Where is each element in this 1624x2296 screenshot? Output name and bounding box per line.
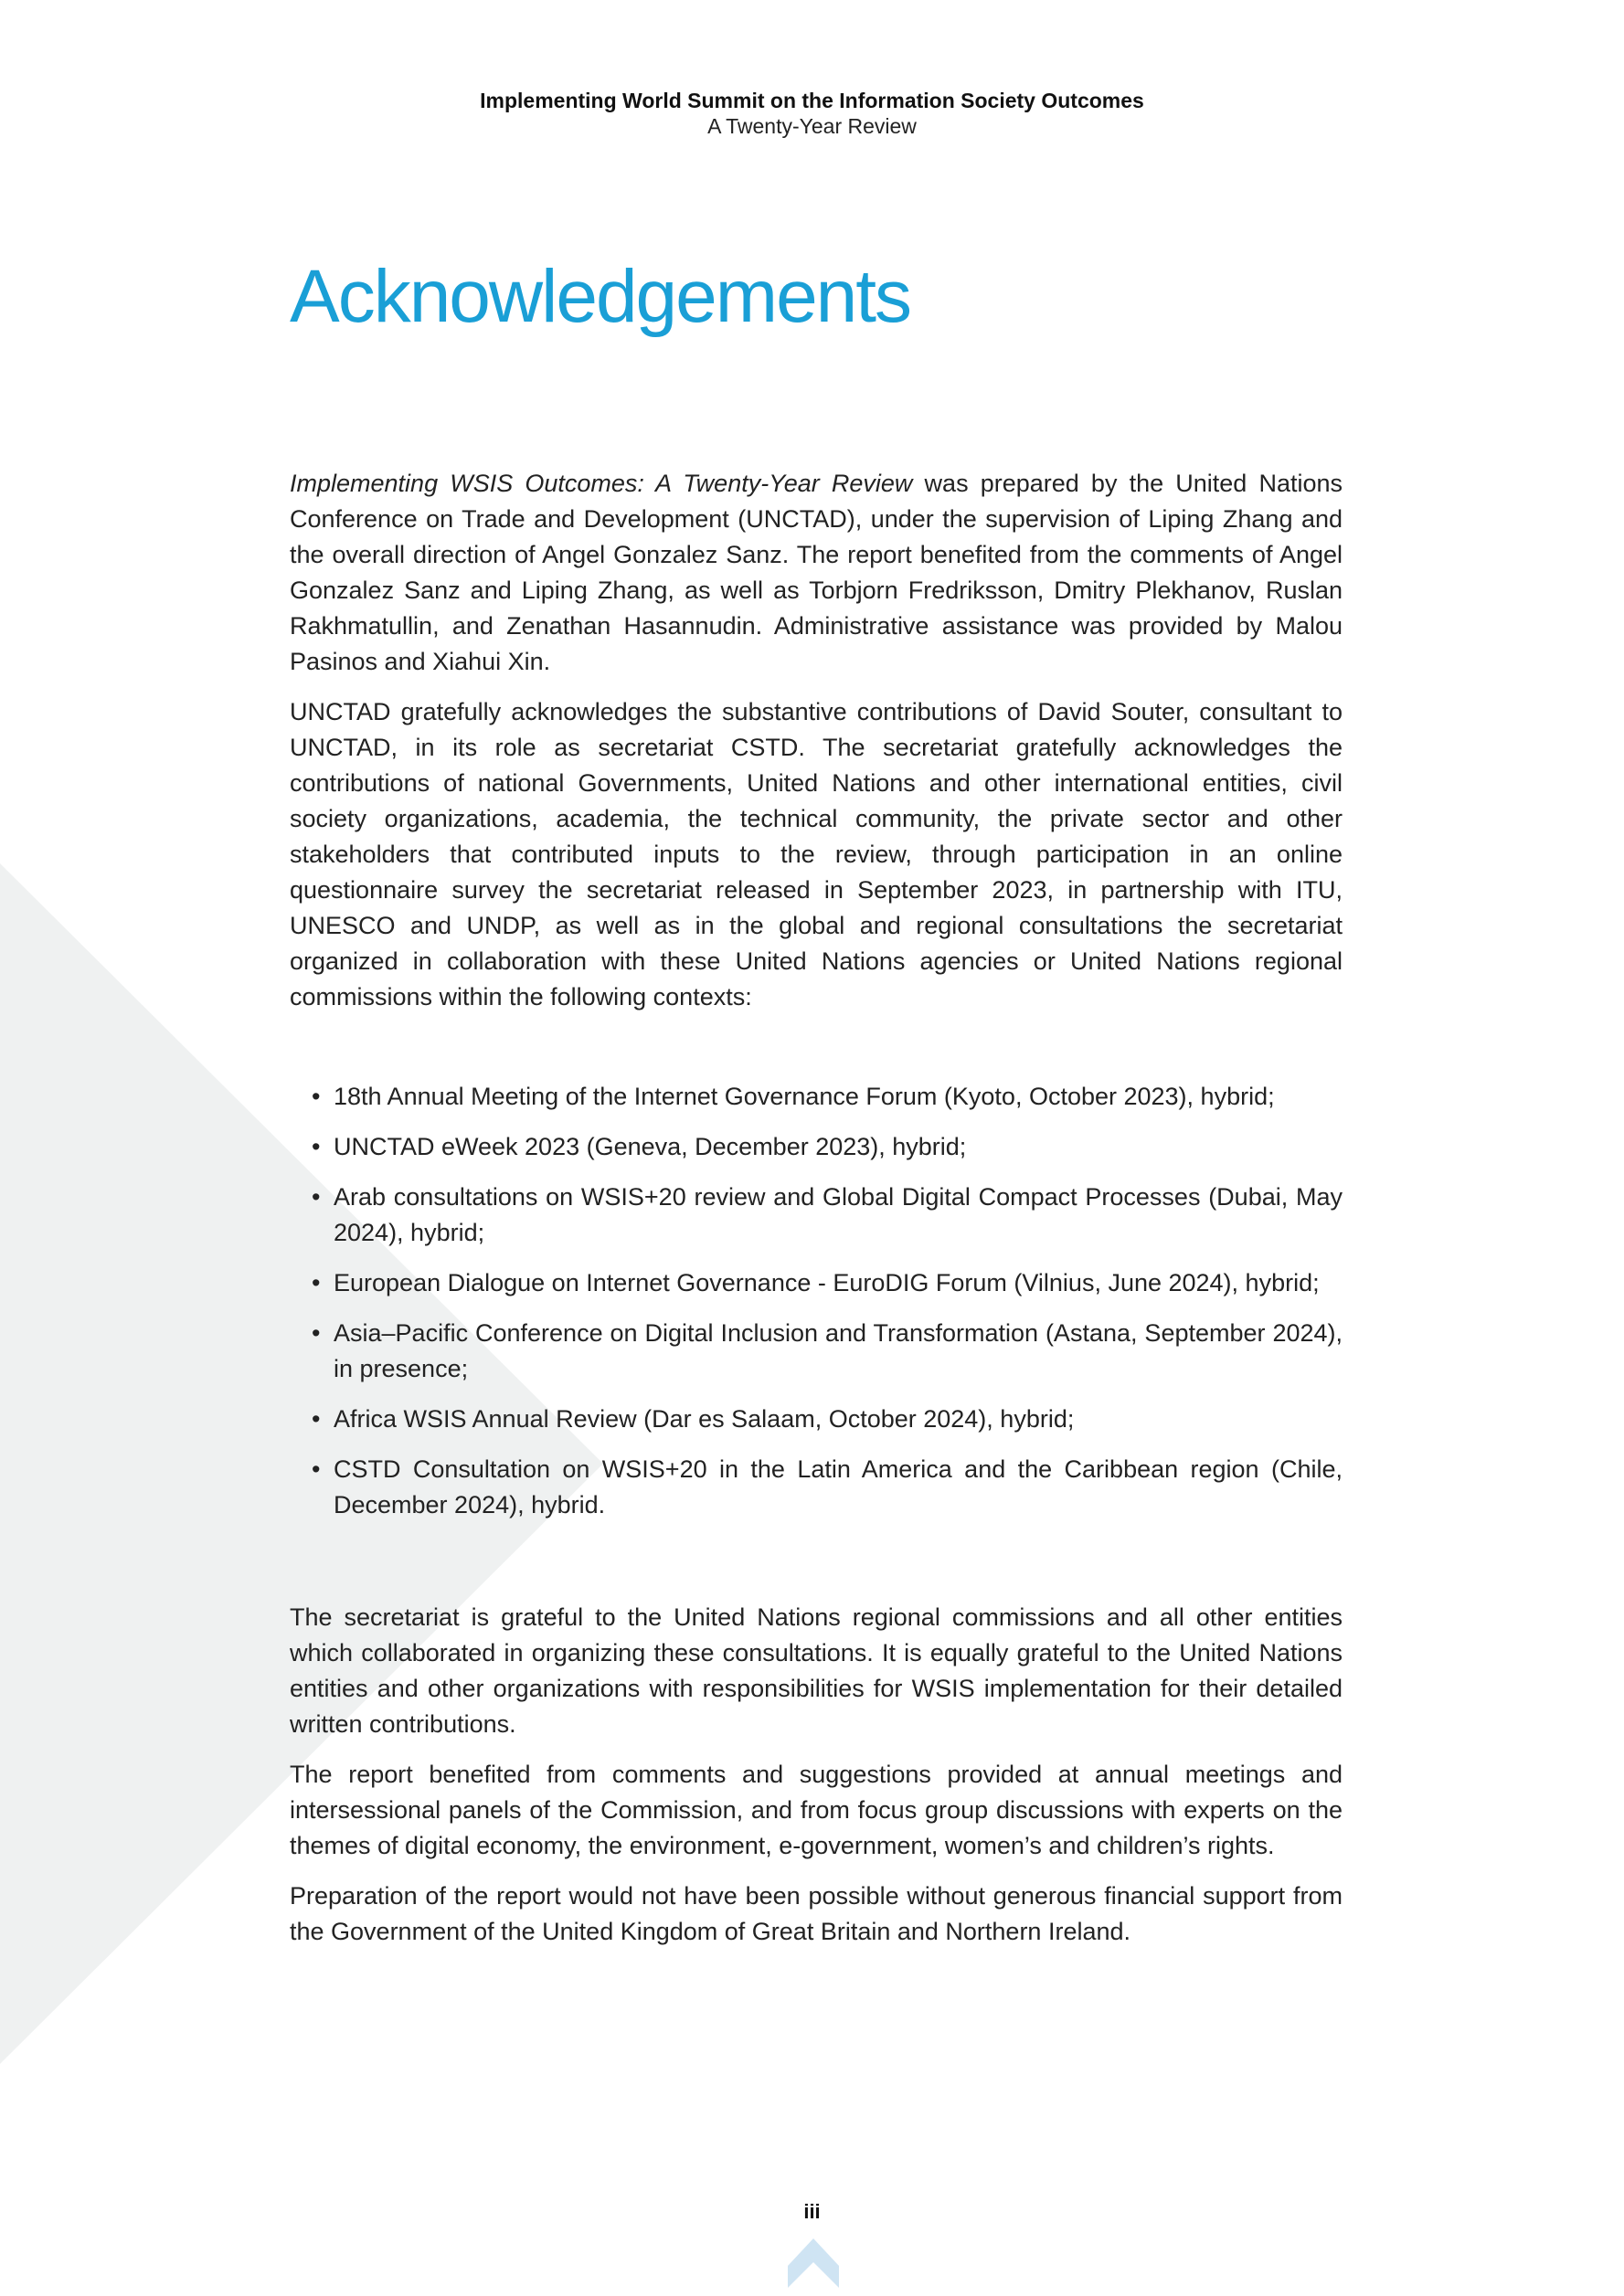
list-item-text: CSTD Consultation on WSIS+20 in the Latin America and the Caribbean region (Chile, December 2024), hybrid. bbox=[334, 1455, 1343, 1518]
bullet-icon: • bbox=[312, 1183, 321, 1211]
bullet-icon: • bbox=[312, 1269, 321, 1296]
bullet-icon: • bbox=[312, 1405, 321, 1433]
paragraph-funding: Preparation of the report would not have been possible without generous financial support from the Government of the United Kingdom of Great Britain and Northern Ireland. bbox=[290, 1882, 1343, 1945]
list-item-text: European Dialogue on Internet Governance - EuroDIG Forum (Vilnius, June 2024), hybrid; bbox=[334, 1269, 1320, 1296]
list-item-text: Arab consultations on WSIS+20 review and Global Digital Compact Processes (Dubai, May 2024), hybrid; bbox=[334, 1183, 1343, 1246]
paragraph-contributions bbox=[290, 694, 1343, 1015]
bullet-icon: • bbox=[312, 1133, 321, 1160]
list-item bbox=[312, 1402, 1343, 1437]
running-header-subtitle: A Twenty-Year Review bbox=[707, 114, 917, 138]
list-item bbox=[312, 1079, 1343, 1115]
list-item bbox=[312, 1265, 1343, 1301]
list-item-text: Africa WSIS Annual Review (Dar es Salaam, October 2024), hybrid; bbox=[334, 1405, 1075, 1433]
bullet-icon: • bbox=[312, 1455, 321, 1483]
page-number: iii bbox=[803, 2200, 821, 2223]
report-title-italic: Implementing WSIS Outcomes: A Twenty-Year Review bbox=[290, 470, 913, 497]
list-item-text: Asia–Pacific Conference on Digital Inclusion and Transformation (Astana, September 2024), in presence; bbox=[334, 1319, 1343, 1382]
list-item bbox=[312, 1180, 1343, 1251]
paragraph-preparation bbox=[290, 466, 1343, 680]
paragraph-text: was prepared by the United Nations Conference on Trade and Development (UNCTAD), under the supervision of Liping Zhang and the overall direction of Angel Gonzalez Sanz. The report benefited from the comments of Angel Gonzalez Sanz and Liping Zhang, as well as Torbjorn Fredriksson, Dmitry Plekhanov, Ruslan Rakhmatullin, and Zenathan Hasannudin. Administrative assistance was provided by Malou Pasinos and Xiahui Xin. bbox=[290, 470, 1343, 675]
acknowledgements-body bbox=[290, 466, 1343, 1964]
list-item bbox=[312, 1452, 1343, 1523]
bullet-icon: • bbox=[312, 1319, 321, 1347]
bullet-icon: • bbox=[312, 1083, 321, 1110]
page-title: Acknowledgements bbox=[290, 255, 911, 338]
list-item-text: UNCTAD eWeek 2023 (Geneva, December 2023), hybrid; bbox=[334, 1133, 967, 1160]
running-header-title: Implementing World Summit on the Information Society Outcomes bbox=[480, 89, 1144, 112]
list-item bbox=[312, 1129, 1343, 1165]
list-item bbox=[312, 1316, 1343, 1387]
running-header bbox=[0, 88, 1624, 139]
up-chevron-icon[interactable] bbox=[788, 2238, 839, 2288]
paragraph-comments: The report benefited from comments and suggestions provided at annual meetings and intersessional panels of the Commission, and from focus group discussions with experts on the themes of digital economy, the environment, e-government, women’s and children’s rights. bbox=[290, 1761, 1343, 1859]
paragraph-text: UNCTAD gratefully acknowledges the substantive contributions of David Souter, consultant to UNCTAD, in its role as secretariat CSTD. The secretariat gratefully acknowledges the contributions of national Governments, United Nations and other international entities, civil society organizations, academia, the technical community, the private sector and other stakeholders that contributed inputs to the review, through participation in an online questionnaire survey the secretariat released in September 2023, in partnership with ITU, UNESCO and UNDP, as well as in the global and regional consultations the secretariat organized in collaboration with these United Nations agencies or United Nations regional commissions within the following contexts: bbox=[290, 698, 1343, 1010]
list-item-text: 18th Annual Meeting of the Internet Governance Forum (Kyoto, October 2023), hybrid; bbox=[334, 1083, 1275, 1110]
consultations-list bbox=[290, 1079, 1343, 1523]
paragraph-gratitude: The secretariat is grateful to the United Nations regional commissions and all other entities which collaborated in organizing these consultations. It is equally grateful to the United Nations entities and other organizations with responsibilities for WSIS implementation for their detailed written contributions. bbox=[290, 1603, 1343, 1738]
